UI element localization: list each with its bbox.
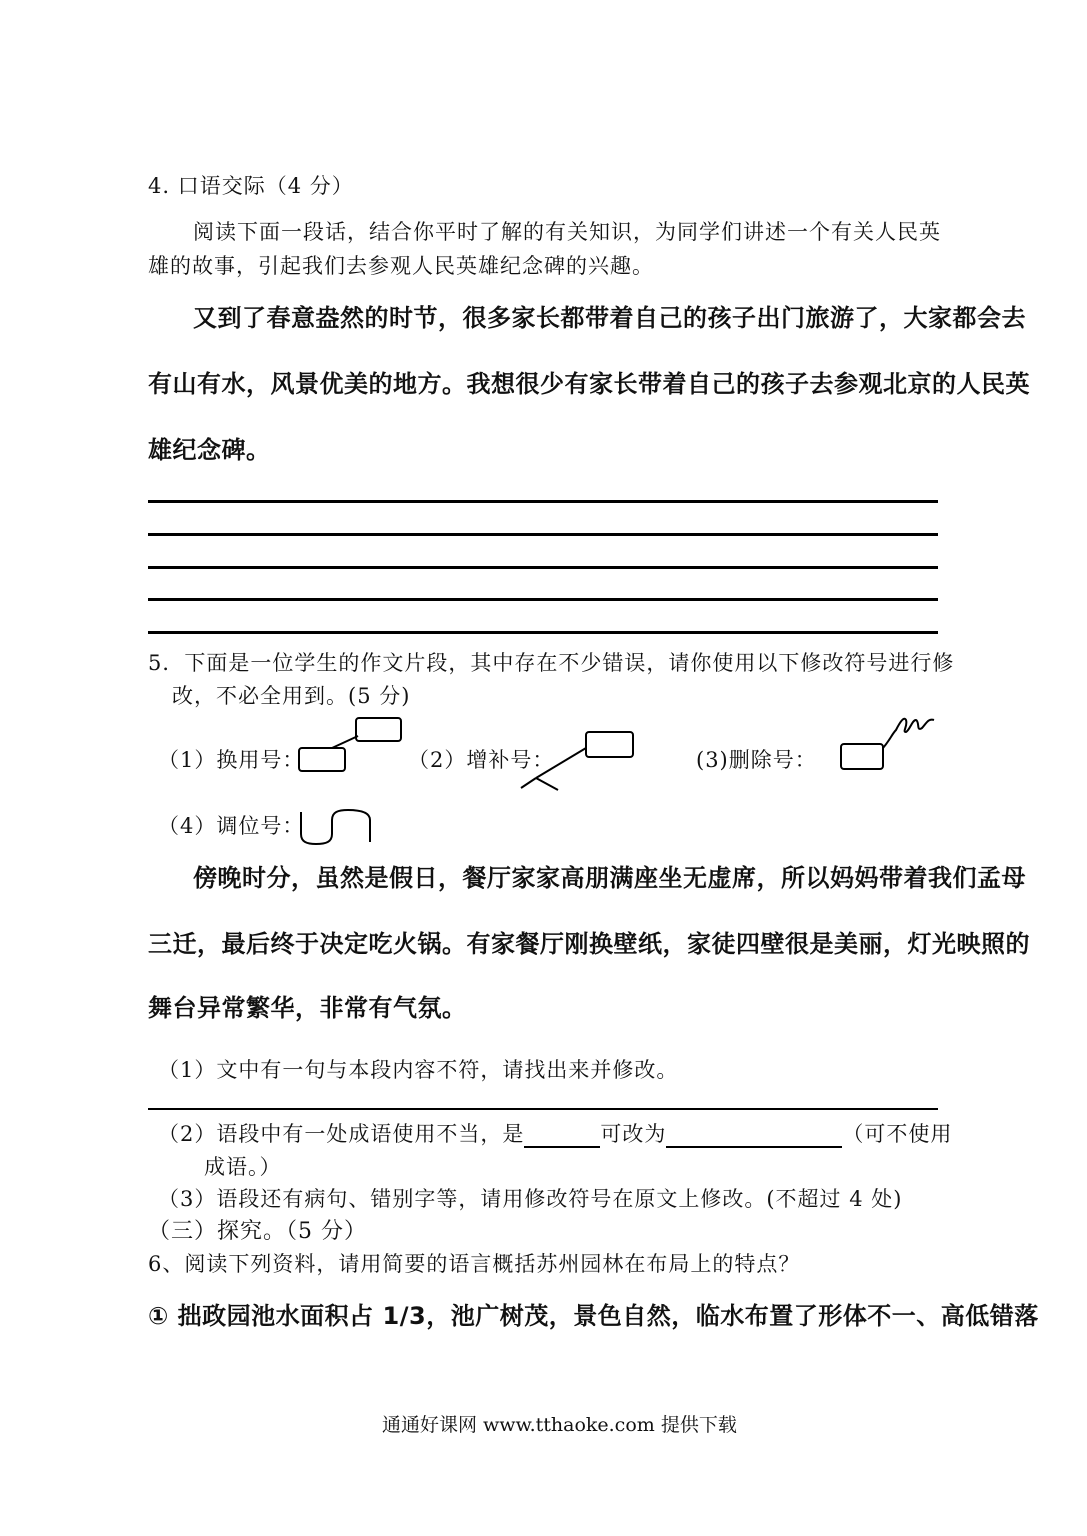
q4-passage-line2: 有山有水，风景优美的地方。我想很少有家长带着自己的孩子去参观北京的人民英 [148,370,1030,398]
q4-instruction-line1: 阅读下面一段话，结合你平时了解的有关知识，为同学们讲述一个有关人民英 [193,220,941,244]
delete-symbol-icon [838,712,938,774]
q5-title-line1: 5．下面是一位学生的作文片段，其中存在不少错误，请你使用以下修改符号进行修 [148,651,955,675]
q6-title: 6、阅读下列资料，请用简要的语言概括苏州园林在布局上的特点？ [148,1252,801,1276]
q4-title: 4. 口语交际（4 分） [148,174,354,198]
q5-sub3: （3）语段还有病句、错别字等，请用修改符号在原文上修改。(不超过 4 处) [158,1187,903,1211]
answer-line-4[interactable] [148,598,938,601]
q5-sub2-part3: （可不使用 [842,1122,953,1146]
q5-sub2 [158,1118,952,1148]
q5-sub2-part1: （2）语段中有一处成语使用不当，是 [158,1122,525,1146]
answer-line-2[interactable] [148,533,938,536]
section3-title: （三）探究。（5 分） [148,1219,367,1244]
q4-passage-line1: 又到了春意盎然的时节，很多家长都带着自己的孩子出门旅游了，大家都会去 [193,304,1026,332]
q5-sub1-answer-line[interactable] [148,1108,938,1110]
q5-sub2-part2: 可改为 [600,1122,667,1146]
q5-title-line2: 改，不必全用到。(5 分) [172,684,411,708]
idiom-blank[interactable] [524,1124,600,1148]
page-footer: 通通好课网 www.tthaoke.com 提供下载 [382,1414,737,1436]
answer-line-3[interactable] [148,566,938,569]
replace-symbol-icon [296,716,406,776]
answer-line-5[interactable] [148,631,938,634]
replace-symbol-label: （1）换用号： [158,748,305,772]
q4-passage-line3: 雄纪念碑。 [148,436,271,464]
q5-sub2-line2: 成语。） [204,1155,282,1179]
q5-sub1: （1）文中有一句与本段内容不符，请找出来并修改。 [158,1058,679,1082]
transpose-symbol-label: （4）调位号： [158,814,305,838]
q4-instruction-line2: 雄的故事，引起我们去参观人民英雄纪念碑的兴趣。 [148,254,654,278]
insert-symbol-icon [518,730,638,794]
q5-passage-line2: 三迁，最后终于决定吃火锅。有家餐厅刚换壁纸，家徒四壁很是美丽，灯光映照的 [148,930,1030,958]
transpose-symbol-icon [298,808,376,846]
q6-item1: ① 拙政园池水面积占 1/3，池广树茂，景色自然，临水布置了形体不一、高低错落 [148,1302,1039,1330]
correction-blank[interactable] [666,1124,842,1148]
delete-symbol-label: (3)删除号： [696,748,817,772]
insert-symbol-label: （2）增补号： [408,748,555,772]
answer-line-1[interactable] [148,500,938,503]
q5-passage-line3: 舞台异常繁华，非常有气氛。 [148,994,467,1022]
q5-passage-line1: 傍晚时分，虽然是假日，餐厅家家高朋满座坐无虚席，所以妈妈带着我们孟母 [193,864,1026,892]
